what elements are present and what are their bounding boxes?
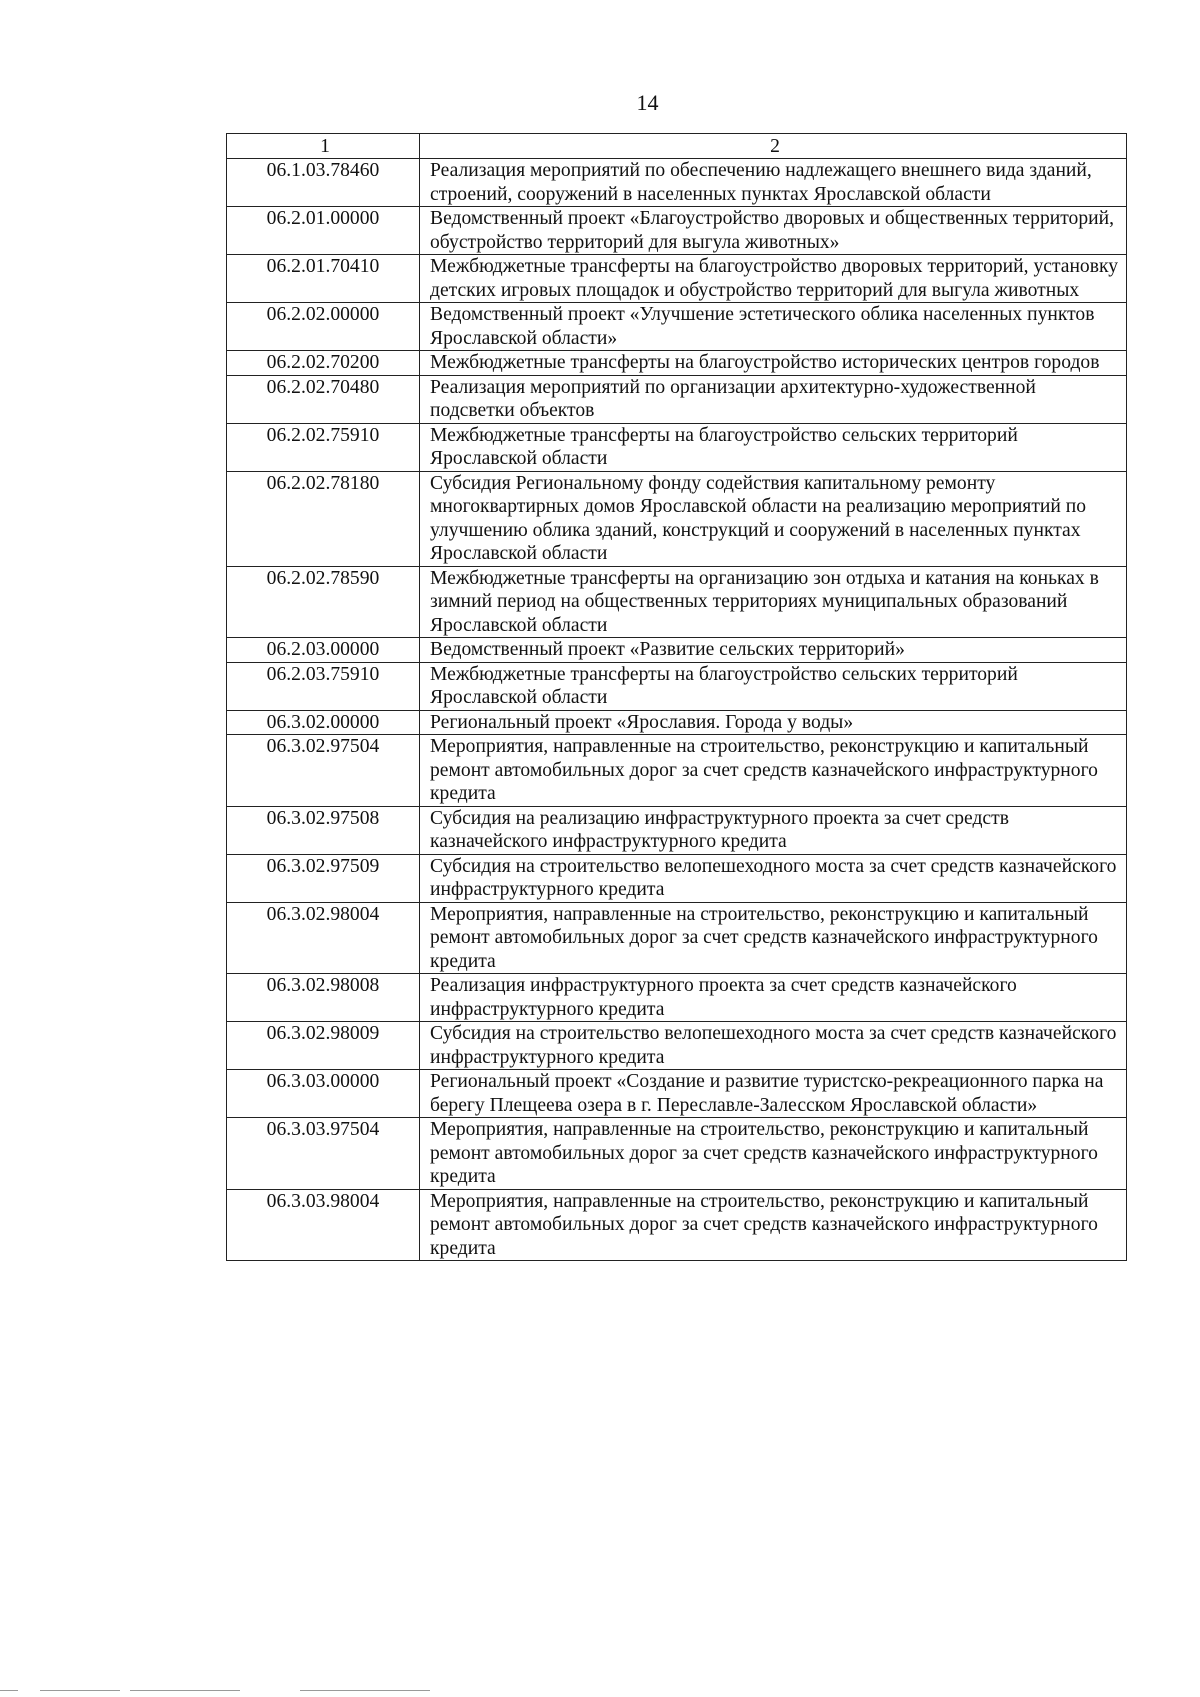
- table-row: [227, 1070, 1127, 1118]
- description-cell: Субсидия Региональному фонду содействия капитальному ремонту многоквартирных домов Ярославской области на реализацию мероприятий по улучшению облика зданий, конструкций и сооружений в населенных пунктах Ярославской области: [420, 471, 1127, 566]
- table-row: [227, 638, 1127, 663]
- budget-code-cell: 06.3.02.98009: [227, 1022, 420, 1070]
- description-cell: Реализация мероприятий по обеспечению надлежащего внешнего вида зданий, строений, сооружений в населенных пунктах Ярославской области: [420, 159, 1127, 207]
- description-cell: Субсидия на строительство велопешеходного моста за счет средств казначейского инфраструктурного кредита: [420, 854, 1127, 902]
- table-row: [227, 471, 1127, 566]
- description-cell: Мероприятия, направленные на строительство, реконструкцию и капитальный ремонт автомобильных дорог за счет средств казначейского инфраструктурного кредита: [420, 902, 1127, 974]
- description-cell: Межбюджетные трансферты на благоустройство сельских территорий Ярославской области: [420, 423, 1127, 471]
- table-row: [227, 566, 1127, 638]
- description-cell: Межбюджетные трансферты на благоустройство сельских территорий Ярославской области: [420, 662, 1127, 710]
- table-row: [227, 902, 1127, 974]
- table-row: [227, 423, 1127, 471]
- description-cell: Мероприятия, направленные на строительство, реконструкцию и капитальный ремонт автомобильных дорог за счет средств казначейского инфраструктурного кредита: [420, 735, 1127, 807]
- budget-code-cell: 06.2.02.78590: [227, 566, 420, 638]
- description-cell: Ведомственный проект «Благоустройство дворовых и общественных территорий, обустройство территорий для выгула животных»: [420, 207, 1127, 255]
- table-row: [227, 806, 1127, 854]
- description-cell: Реализация мероприятий по организации архитектурно-художественной подсветки объектов: [420, 375, 1127, 423]
- table-row: [227, 159, 1127, 207]
- budget-code-table: [226, 133, 1127, 1261]
- table-row: [227, 1022, 1127, 1070]
- budget-code-cell: 06.3.02.98004: [227, 902, 420, 974]
- description-cell: Субсидия на строительство велопешеходного моста за счет средств казначейского инфраструктурного кредита: [420, 1022, 1127, 1070]
- column-header-2: 2: [420, 134, 1127, 159]
- column-header-1: 1: [227, 134, 420, 159]
- budget-code-cell: 06.3.02.97508: [227, 806, 420, 854]
- description-cell: Мероприятия, направленные на строительство, реконструкцию и капитальный ремонт автомобильных дорог за счет средств казначейского инфраструктурного кредита: [420, 1118, 1127, 1190]
- budget-code-cell: 06.2.02.00000: [227, 303, 420, 351]
- table-row: [227, 854, 1127, 902]
- table-row: [227, 303, 1127, 351]
- table-row: [227, 1189, 1127, 1261]
- budget-code-cell: 06.3.02.97504: [227, 735, 420, 807]
- description-cell: Региональный проект «Ярославия. Города у воды»: [420, 710, 1127, 735]
- description-cell: Субсидия на реализацию инфраструктурного проекта за счет средств казначейского инфраструктурного кредита: [420, 806, 1127, 854]
- budget-code-cell: 06.2.02.75910: [227, 423, 420, 471]
- table-body: [227, 159, 1127, 1261]
- description-cell: Ведомственный проект «Улучшение эстетического облика населенных пунктов Ярославской области»: [420, 303, 1127, 351]
- table-row: [227, 207, 1127, 255]
- description-cell: Межбюджетные трансферты на организацию зон отдыха и катания на коньках в зимний период на общественных территориях муниципальных образований Ярославской области: [420, 566, 1127, 638]
- page-number: 14: [636, 90, 659, 115]
- description-cell: Региональный проект «Создание и развитие туристско-рекреационного парка на берегу Плещеева озера в г. Переславле-Залесском Ярославской области»: [420, 1070, 1127, 1118]
- table-row: [227, 1118, 1127, 1190]
- budget-code-cell: 06.3.03.98004: [227, 1189, 420, 1261]
- budget-code-cell: 06.3.02.98008: [227, 974, 420, 1022]
- table-row: [227, 375, 1127, 423]
- description-cell: Межбюджетные трансферты на благоустройство исторических центров городов: [420, 351, 1127, 376]
- description-cell: Межбюджетные трансферты на благоустройство дворовых территорий, установку детских игровых площадок и обустройство территорий для выгула животных: [420, 255, 1127, 303]
- budget-code-cell: 06.1.03.78460: [227, 159, 420, 207]
- scan-artifact-marks: [0, 1690, 600, 1693]
- budget-code-cell: 06.3.03.97504: [227, 1118, 420, 1190]
- budget-code-cell: 06.3.02.97509: [227, 854, 420, 902]
- table-row: [227, 710, 1127, 735]
- table-row: [227, 735, 1127, 807]
- budget-code-cell: 06.3.03.00000: [227, 1070, 420, 1118]
- budget-code-cell: 06.2.01.00000: [227, 207, 420, 255]
- budget-code-cell: 06.2.02.78180: [227, 471, 420, 566]
- description-cell: Реализация инфраструктурного проекта за счет средств казначейского инфраструктурного кредита: [420, 974, 1127, 1022]
- budget-code-cell: 06.2.03.75910: [227, 662, 420, 710]
- table-row: [227, 974, 1127, 1022]
- budget-code-cell: 06.2.01.70410: [227, 255, 420, 303]
- budget-code-cell: 06.3.02.00000: [227, 710, 420, 735]
- description-cell: Ведомственный проект «Развитие сельских территорий»: [420, 638, 1127, 663]
- budget-code-cell: 06.2.03.00000: [227, 638, 420, 663]
- budget-code-cell: 06.2.02.70200: [227, 351, 420, 376]
- table-row: [227, 255, 1127, 303]
- table-header-row: [227, 134, 1127, 159]
- table-row: [227, 351, 1127, 376]
- table-row: [227, 662, 1127, 710]
- budget-code-cell: 06.2.02.70480: [227, 375, 420, 423]
- description-cell: Мероприятия, направленные на строительство, реконструкцию и капитальный ремонт автомобильных дорог за счет средств казначейского инфраструктурного кредита: [420, 1189, 1127, 1261]
